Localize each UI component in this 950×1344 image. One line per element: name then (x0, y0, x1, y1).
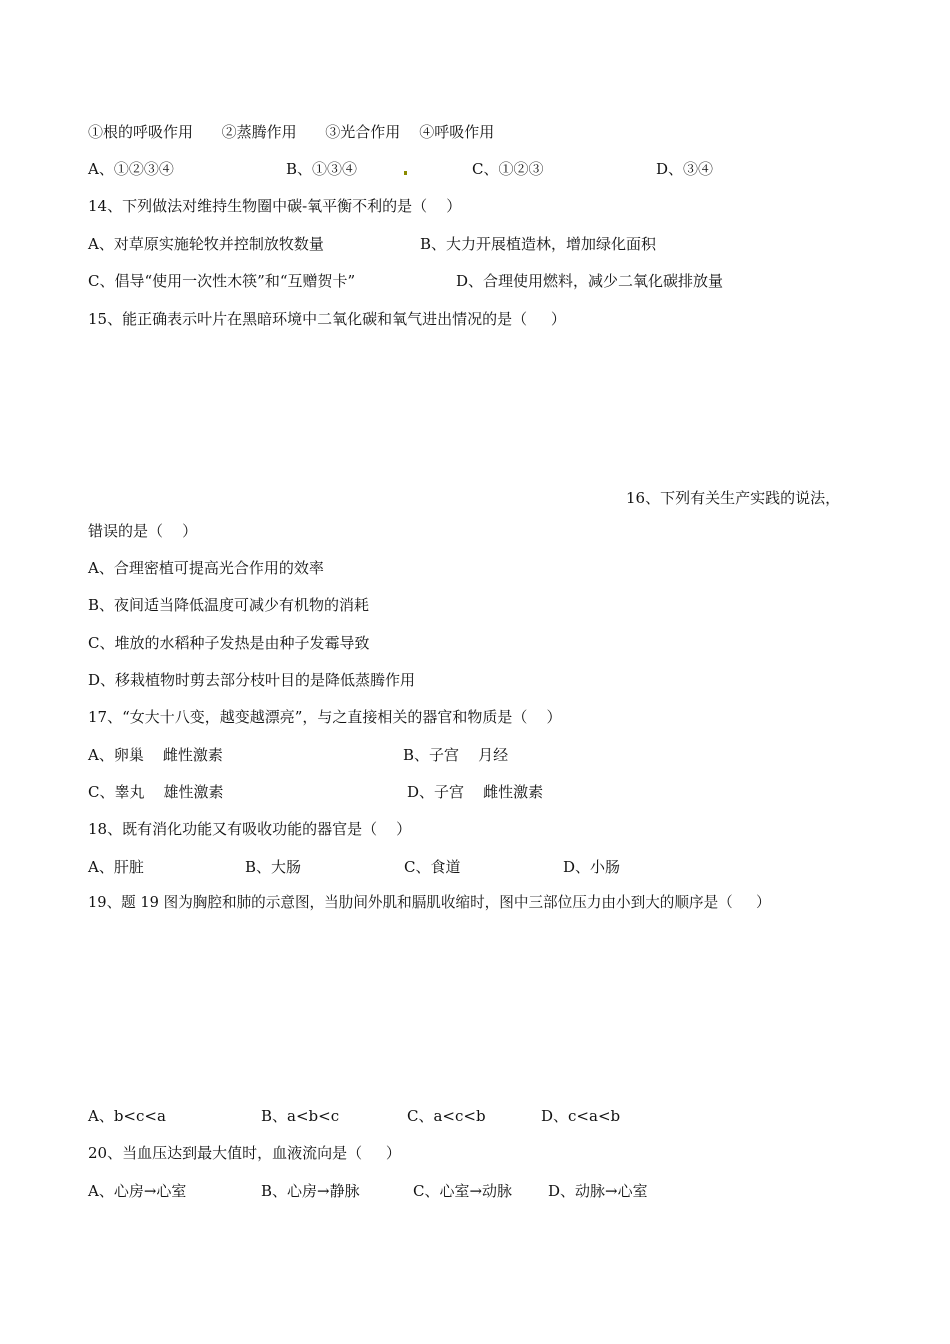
q18-option-a: A、肝脏 (88, 858, 144, 876)
question-14: 14、下列做法对维持生物圈中碳-氧平衡不利的是（ ） (88, 197, 462, 215)
q16-option-d: D、移栽植物时剪去部分枝叶目的是降低蒸腾作用 (88, 671, 416, 689)
q20-option-b: B、心房→静脉 (261, 1182, 360, 1200)
q19-option-c: C、a<c<b (407, 1107, 486, 1125)
q20-option-c: C、心室→动脉 (413, 1182, 513, 1200)
q13-option-a: A、①②③④ (88, 160, 174, 178)
q13-option-b: B、①③④ (286, 160, 358, 178)
q16-option-a: A、合理密植可提高光合作用的效率 (88, 559, 324, 577)
q17-option-d: D、子宫 雌性激素 (407, 783, 544, 801)
question-20: 20、当血压达到最大值时，血液流向是（ ） (88, 1144, 401, 1162)
stray-mark (404, 171, 407, 175)
q20-option-d: D、动脉→心室 (548, 1182, 648, 1200)
q14-option-c: C、倡导“使用一次性木筷”和“互赠贺卡” (88, 272, 356, 290)
question-16-part1: 16、下列有关生产实践的说法， (626, 489, 841, 507)
question-16-part2: 错误的是（ ） (88, 522, 198, 540)
q14-option-a: A、对草原实施轮牧并控制放牧数量 (88, 235, 324, 253)
q20-option-a: A、心房→心室 (88, 1182, 187, 1200)
q19-option-b: B、a<b<c (261, 1107, 340, 1125)
question-17: 17、“女大十八变，越变越漂亮”，与之直接相关的器官和物质是（ ） (88, 708, 562, 726)
q19-option-a: A、b<c<a (88, 1107, 166, 1125)
q16-option-c: C、堆放的水稻种子发热是由种子发霉导致 (88, 634, 370, 652)
q17-option-b: B、子宫 月经 (403, 746, 509, 764)
q18-option-c: C、食道 (404, 858, 461, 876)
question-18: 18、既有消化功能又有吸收功能的器官是（ ） (88, 820, 412, 838)
q18-option-b: B、大肠 (245, 858, 302, 876)
q17-option-a: A、卵巢 雌性激素 (88, 746, 223, 764)
q14-option-d: D、合理使用燃料，减少二氧化碳排放量 (456, 272, 724, 290)
q13-option-c: C、①②③ (472, 160, 544, 178)
question-19: 19、题 19 图为胸腔和肺的示意图，当肋间外肌和膈肌收缩时，图中三部位压力由小到大的顺序是（ ） (88, 894, 771, 911)
q18-option-d: D、小肠 (563, 858, 621, 876)
q16-option-b: B、夜间适当降低温度可减少有机物的消耗 (88, 596, 370, 614)
q19-option-d: D、c<a<b (541, 1107, 621, 1125)
q17-option-c: C、睾丸 雄性激素 (88, 783, 224, 801)
question-15: 15、能正确表示叶片在黑暗环境中二氧化碳和氧气进出情况的是（ ） (88, 310, 566, 328)
q13-option-d: D、③④ (656, 160, 714, 178)
q13-items: ①根的呼吸作用 ②蒸腾作用 ③光合作用 ④呼吸作用 (88, 123, 495, 141)
q14-option-b: B、大力开展植造林，增加绿化面积 (420, 235, 657, 253)
